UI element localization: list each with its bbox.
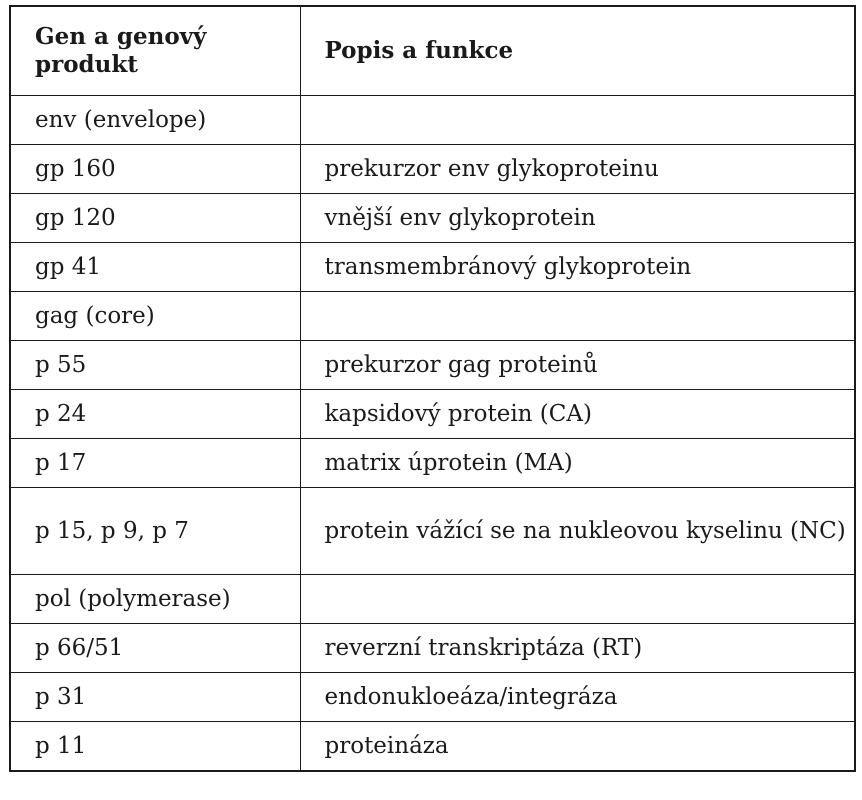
gene-cell: p 55 bbox=[10, 341, 300, 390]
table-row bbox=[10, 488, 855, 575]
description-cell: endonukloeáza/integráza bbox=[300, 673, 855, 722]
gene-cell: pol (polymerase) bbox=[10, 575, 300, 624]
description-cell: matrix úprotein (MA) bbox=[300, 439, 855, 488]
table-row bbox=[10, 292, 855, 341]
description-cell: prekurzor gag proteinů bbox=[300, 341, 855, 390]
table-row bbox=[10, 243, 855, 292]
description-cell: kapsidový protein (CA) bbox=[300, 390, 855, 439]
description-cell bbox=[300, 96, 855, 145]
gene-cell: p 31 bbox=[10, 673, 300, 722]
table-row bbox=[10, 96, 855, 145]
gene-cell: gp 160 bbox=[10, 145, 300, 194]
description-cell: proteináza bbox=[300, 722, 855, 772]
gene-cell: p 11 bbox=[10, 722, 300, 772]
gene-cell: p 66/51 bbox=[10, 624, 300, 673]
table-row bbox=[10, 194, 855, 243]
header-description: Popis a funkce bbox=[300, 6, 855, 96]
header-row bbox=[10, 6, 855, 96]
description-cell: transmembránový glykoprotein bbox=[300, 243, 855, 292]
gene-cell: env (envelope) bbox=[10, 96, 300, 145]
table-row bbox=[10, 722, 855, 772]
description-cell bbox=[300, 575, 855, 624]
table-row bbox=[10, 673, 855, 722]
table-row bbox=[10, 439, 855, 488]
table-row bbox=[10, 390, 855, 439]
description-cell: reverzní transkriptáza (RT) bbox=[300, 624, 855, 673]
gene-cell: gp 120 bbox=[10, 194, 300, 243]
gene-cell: p 15, p 9, p 7 bbox=[10, 488, 300, 575]
gene-cell: p 24 bbox=[10, 390, 300, 439]
table-row bbox=[10, 145, 855, 194]
table-row bbox=[10, 341, 855, 390]
gene-cell: p 17 bbox=[10, 439, 300, 488]
gene-cell: gp 41 bbox=[10, 243, 300, 292]
table-row bbox=[10, 575, 855, 624]
gene-cell: gag (core) bbox=[10, 292, 300, 341]
description-cell: protein vážící se na nukleovou kyselinu (NC) bbox=[300, 488, 855, 575]
header-gene: Gen a genový produkt bbox=[10, 6, 300, 96]
description-cell bbox=[300, 292, 855, 341]
description-cell: prekurzor env glykoproteinu bbox=[300, 145, 855, 194]
table-row bbox=[10, 624, 855, 673]
description-cell: vnější env glykoprotein bbox=[300, 194, 855, 243]
gene-product-table bbox=[9, 5, 856, 772]
